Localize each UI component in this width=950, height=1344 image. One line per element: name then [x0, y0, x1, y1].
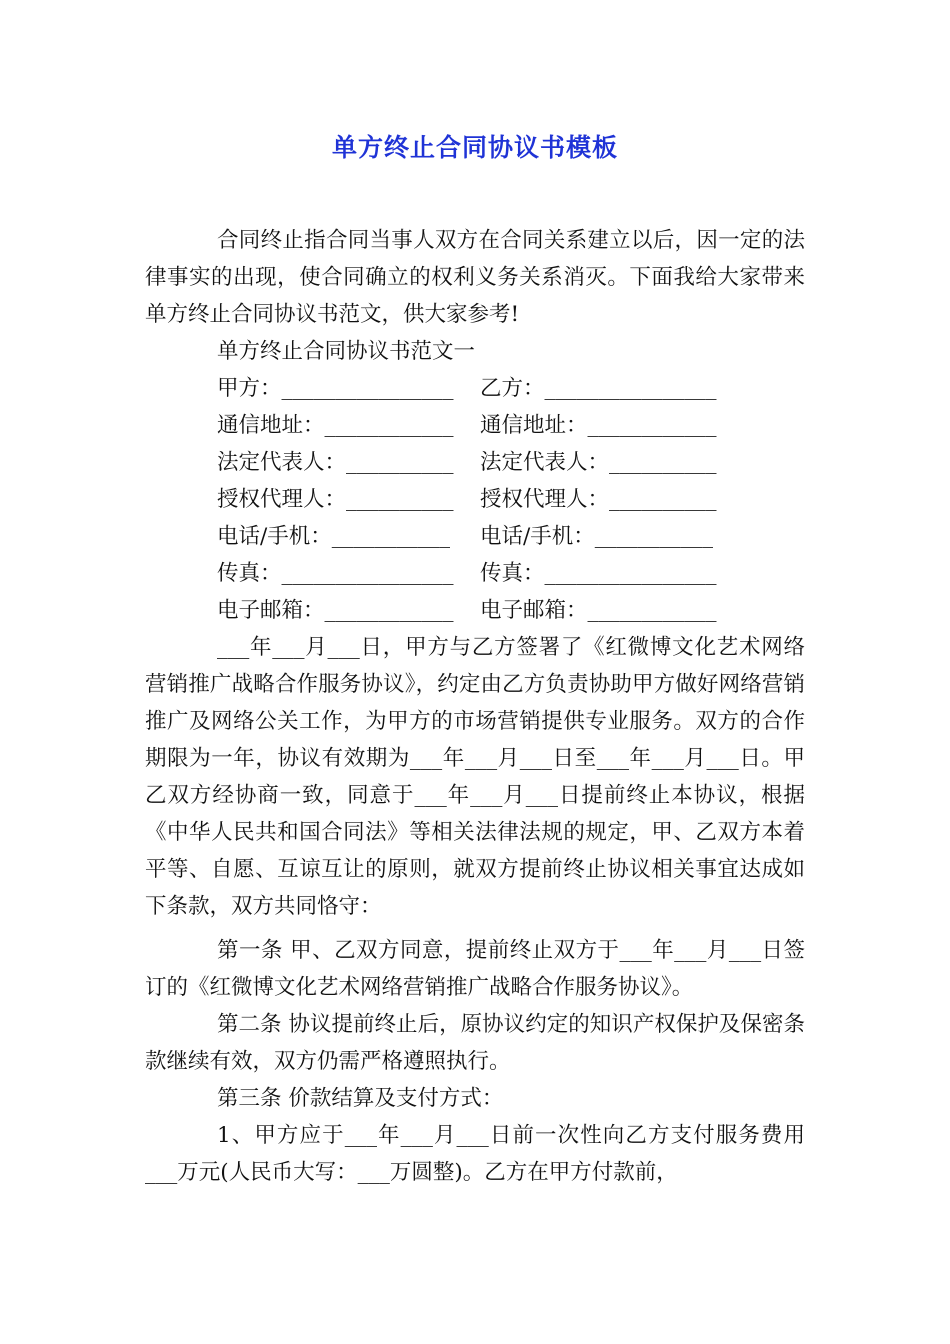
background-paragraph: ___年___月___日，甲方与乙方签署了《红微博文化艺术网络营销推广战略合作服务协议》，约定由乙方负责协助甲方做好网络营销推广及网络公关工作，为甲方的市场营销提供专业服务。双方的合作期限为一年，协议有效期为___年___月___日至___年___月___日。甲乙双方经协商一致，同意于___年___月___日提前终止本协议，根据《中华人民共和国合同法》等相关法律法规的规定，甲、乙双方本着平等、自愿、互谅互让的原则，就双方提前终止协议相关事宜达成如下条款，双方共同恪守：: [145, 635, 805, 919]
party-b-email-field: 电子邮箱：____________: [480, 598, 717, 623]
sample-heading: 单方终止合同协议书范文一: [217, 339, 476, 364]
party-a-phone-field: 电话/手机：___________: [217, 524, 450, 549]
clause-3-1: 1、甲方应于___年___月___日前一次性向乙方支付服务费用___万元(人民币大写：___万圆整)。乙方在甲方付款前，: [145, 1123, 805, 1185]
party-field-row-7: [145, 592, 805, 629]
party-field-row-3: [145, 444, 805, 481]
party-a-field: 甲方：________________: [217, 376, 454, 401]
party-field-row-4: [145, 481, 805, 518]
party-field-row-6: [145, 555, 805, 592]
article-1: 第一条 甲、乙双方同意，提前终止双方于___年___月___日签订的《红微博文化艺术网络营销推广战略合作服务协议》。: [145, 938, 805, 1000]
party-a-address-field: 通信地址：____________: [217, 413, 454, 438]
article-3: 第三条 价款结算及支付方式：: [217, 1086, 504, 1111]
party-b-fax-field: 传真：________________: [480, 561, 717, 586]
article-2: 第二条 协议提前终止后，原协议约定的知识产权保护及保密条款继续有效，双方仍需严格遵照执行。: [145, 1012, 805, 1074]
party-a-fax-field: 传真：________________: [217, 561, 454, 586]
party-b-agent-field: 授权代理人：__________: [480, 487, 717, 512]
party-a-legal-rep-field: 法定代表人：__________: [217, 450, 454, 475]
party-b-phone-field: 电话/手机：___________: [480, 524, 713, 549]
party-a-email-field: 电子邮箱：____________: [217, 598, 454, 623]
party-field-row-1: [145, 370, 805, 407]
party-field-row-5: [145, 518, 805, 555]
party-a-agent-field: 授权代理人：__________: [217, 487, 454, 512]
intro-paragraph: 合同终止指合同当事人双方在合同关系建立以后，因一定的法律事实的出现，使合同确立的权利义务关系消灭。下面我给大家带来单方终止合同协议书范文，供大家参考!: [145, 228, 805, 327]
party-b-legal-rep-field: 法定代表人：__________: [480, 450, 717, 475]
document-body: [145, 222, 805, 1191]
party-field-row-2: [145, 407, 805, 444]
document-title: 单方终止合同协议书模板: [331, 133, 618, 162]
party-b-address-field: 通信地址：____________: [480, 413, 717, 438]
party-b-field: 乙方：________________: [480, 376, 717, 401]
